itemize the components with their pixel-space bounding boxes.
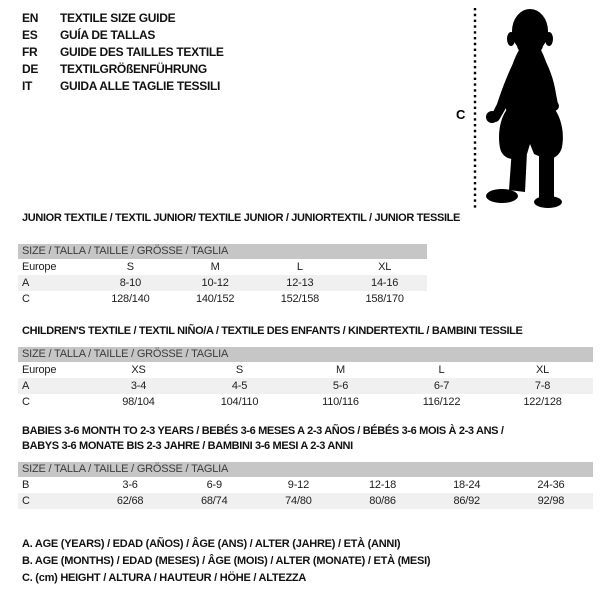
height-line-label: C [456,107,466,122]
cell-value: M [336,364,345,376]
language-title: TEXTILGRÖßENFÜHRUNG [60,62,207,76]
cell-value: 7-8 [534,380,551,392]
language-row [22,44,224,61]
cell-value: 6-9 [206,479,222,491]
children-size-table [18,362,593,410]
cell-value: XS [131,364,146,376]
cell-value: 110/116 [322,396,359,408]
cell-value: 68/74 [200,495,228,507]
cell-value: 104/110 [220,396,259,408]
language-title: GUIDE DES TAILLES TEXTILE [60,45,224,59]
language-row [22,78,224,95]
table-row [18,394,593,410]
size-header-bar: SIZE / TALLA / TAILLE / GRÖSSE / TAGLIA [18,347,593,362]
language-code: DE [22,62,39,76]
row-label: B [22,479,30,491]
language-row [22,61,224,78]
title-line: CHILDREN'S TEXTILE / TEXTIL NIÑO/A / TEXTILE DES ENFANTS / KINDERTEXTIL / BAMBINI TESSILE [22,325,523,337]
language-header [22,10,224,95]
cell-value: S [235,364,244,376]
cell-value: XL [535,364,550,376]
language-code: IT [22,79,33,93]
table-row [18,291,427,307]
row-label: C [22,293,30,305]
babies-table-title [22,424,504,454]
cell-value: 10-12 [201,277,229,289]
cell-value: 128/140 [111,293,150,305]
row-label: Europe [22,261,57,273]
cell-value: L [438,364,445,376]
row-label: A [22,380,30,392]
language-code: FR [22,45,38,59]
cell-value: 12-18 [368,479,397,491]
cell-value: 140/152 [195,293,235,305]
row-label: Europe [22,364,57,376]
cell-value: 92/98 [537,495,565,507]
cell-value: 8-10 [119,277,141,289]
language-row [22,27,224,44]
legend-notes [22,536,430,587]
cell-value: 158/170 [365,293,404,305]
cell-value: 6-7 [433,380,450,392]
title-line: BABIES 3-6 MONTH TO 2-3 YEARS / BEBÉS 3-6 MESES A 2-3 AÑOS / BÉBÉS 3-6 MOIS À 2-3 ANS / [22,425,504,437]
note-height: C. (cm) HEIGHT / ALTURA / HAUTEUR / HÖHE / ALTEZZA [22,572,307,584]
children-table-title [22,324,523,339]
table-row [18,378,593,394]
table-row [18,259,427,275]
cell-value: 98/104 [122,396,155,408]
cell-value: 116/122 [422,396,461,408]
cell-value: 3-4 [130,380,147,392]
cell-value: 4-5 [231,380,248,392]
cell-value: 9-12 [287,479,309,491]
cell-value: 18-24 [453,479,481,491]
table-row [18,477,593,493]
height-figure [440,0,600,220]
row-label: C [22,495,30,507]
cell-value: 62/68 [116,495,144,507]
cell-value: 80/86 [369,495,396,507]
cell-value: XL [378,261,392,273]
baby-silhouette-icon [486,9,563,208]
cell-value: 122/128 [523,396,562,408]
cell-value: S [126,261,134,273]
cell-value: 86/92 [453,495,480,507]
row-label: C [22,396,30,408]
note-age-months: B. AGE (MONTHS) / EDAD (MESES) / ÂGE (MOIS) / ALTER (MONATE) / ETÀ (MESI) [22,555,431,567]
cell-value: L [296,261,303,273]
cell-value: 14-16 [371,277,399,289]
language-code: ES [22,28,38,42]
language-title: TEXTILE SIZE GUIDE [60,11,176,25]
title-line: JUNIOR TEXTILE / TEXTIL JUNIOR/ TEXTILE JUNIOR / JUNIORTEXTIL / JUNIOR TESSILE [22,212,461,224]
table-row [18,362,593,378]
title-line: BABYS 3-6 MONATE BIS 2-3 JAHRE / BAMBINI 3-6 MESI A 2-3 ANNI [22,440,353,452]
babies-size-table [18,477,593,509]
junior-size-table [18,259,427,307]
cell-value: 152/158 [280,293,320,305]
table-row [18,275,427,291]
row-label: A [22,277,30,289]
cell-value: 3-6 [122,479,138,491]
cell-value: 24-36 [537,479,565,491]
size-header-bar: SIZE / TALLA / TAILLE / GRÖSSE / TAGLIA [18,244,427,259]
language-row [22,10,224,27]
cell-value: 74/80 [285,495,312,507]
language-title: GUÍA DE TALLAS [60,28,156,42]
language-code: EN [22,11,39,25]
cell-value: 5-6 [332,380,349,392]
cell-value: 12-13 [286,277,314,289]
cell-value: M [210,261,220,273]
language-title: GUIDA ALLE TAGLIE TESSILI [60,79,221,93]
table-row [18,493,593,509]
note-age-years: A. AGE (YEARS) / EDAD (AÑOS) / ÂGE (ANS) / ALTER (JAHRE) / ETÀ (ANNI) [22,538,401,550]
size-header-bar: SIZE / TALLA / TAILLE / GRÖSSE / TAGLIA [18,462,593,477]
junior-table-title [22,211,460,226]
